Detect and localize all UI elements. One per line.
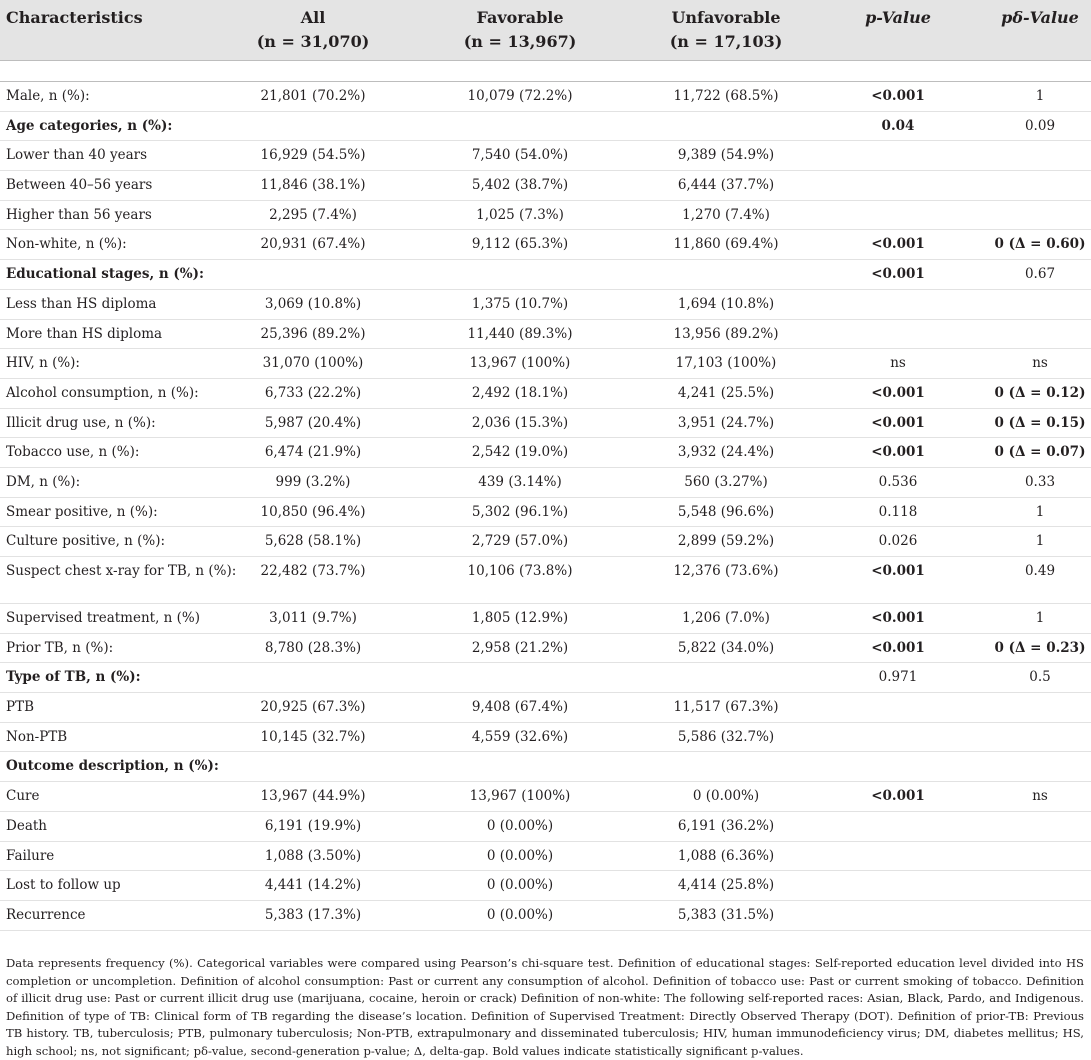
table-row [0,82,1091,112]
table-footnote: Data represents frequency (%). Categorical variables were compared using Pearson’s chi-square test. Definition of educational stages: Self-reported education level divided into HS completion or uncompletion. Definition of alcohol consumption: Past or current any consumption of alcohol. Definition of tobacco use: Past or current smoking of tobacco. Definition of illicit drug use: Past or current illicit drug use (marijuana, cocaine, heroin or crack) Definition of non-white: The following self-reported races: Asian, Black, Pardo, and Indigenous. Definition of type of TB: Clinical form of TB regarding the disease’s location. Definition of Supervised Treatment: Directly Observed Therapy (DOT). Definition of prior-TB: Previous TB history. TB, tuberculosis; PTB, pulmonary tuberculosis; Non-PTB, extrapulmonary and disseminated tuberculosis; HIV, human immunodeficiency virus; DM, diabetes mellitus; HS, high school; ns, not significant; pδ-value, second-generation p-value; Δ, delta-gap. Bold values indicate statistically significant p-values. [6,956,1084,1058]
row-label: Recurrence [6,906,86,923]
cell-pdelta-value: 0.09 [1024,117,1056,134]
table-section-row [0,752,1091,782]
cell-p-value: <0.001 [871,384,925,401]
cell-unfavorable: 17,103 (100%) [675,355,777,372]
cell-p-value: <0.001 [871,236,925,253]
table-row [0,230,1091,260]
cell-p-value: ns [890,355,906,372]
table-row [0,290,1091,320]
table-section-row [0,663,1091,693]
cell-favorable: 0 (0.00%) [486,847,554,864]
row-label: Age categories, n (%): [6,117,173,134]
header-pdelta-value [1001,6,1079,30]
row-label: Failure [6,847,55,864]
cell-pdelta-value: 0 (Δ = 0.23) [994,639,1086,656]
header-p-value-label: p-Value [865,8,931,27]
cell-p-value: <0.001 [871,414,925,431]
cell-all: 13,967 (44.9%) [260,788,366,805]
cell-all: 31,070 (100%) [262,355,364,372]
cell-pdelta-value: 1 [1035,610,1045,626]
cell-all: 6,474 (21.9%) [264,444,362,461]
cell-unfavorable: 13,956 (89.2%) [673,325,779,342]
cell-all: 4,441 (14.2%) [264,877,362,894]
cell-favorable: 5,402 (38.7%) [471,177,569,194]
header-characteristics [6,6,143,30]
row-label: DM, n (%): [6,473,81,490]
table-section-row [0,260,1091,290]
cell-p-value: 0.026 [878,533,918,550]
header-p-value [865,6,931,30]
cell-all: 1,088 (3.50%) [264,847,362,864]
table-row [0,320,1091,350]
table-row [0,842,1091,872]
cell-unfavorable: 12,376 (73.6%) [673,563,779,579]
cell-all: 22,482 (73.7%) [260,563,366,579]
cell-all: 6,733 (22.2%) [264,384,362,401]
cell-favorable: 13,967 (100%) [469,788,571,805]
cell-p-value: <0.001 [871,639,925,656]
table-row [0,604,1091,634]
cell-pdelta-value: 0 (Δ = 0.12) [994,384,1086,401]
cell-unfavorable: 560 (3.27%) [684,473,768,490]
table-row [0,557,1091,604]
cell-pdelta-value: 1 [1035,88,1045,104]
cell-favorable: 2,542 (19.0%) [471,444,569,461]
cell-p-value: 0.536 [878,473,918,490]
cell-favorable: 10,106 (73.8%) [467,563,573,579]
table-row [0,379,1091,409]
table-row [0,782,1091,812]
cell-all: 3,011 (9.7%) [269,610,357,626]
row-label: Higher than 56 years [6,206,152,223]
table-row [0,141,1091,171]
cell-all: 16,929 (54.5%) [260,147,366,164]
cell-unfavorable: 5,586 (32.7%) [677,728,775,745]
cell-unfavorable: 11,517 (67.3%) [673,699,779,716]
cell-unfavorable: 6,444 (37.7%) [677,177,775,194]
cell-unfavorable: 1,270 (7.4%) [682,206,770,223]
header-favorable-n: (n = 13,967) [463,32,577,51]
row-label: Between 40–56 years [6,177,153,194]
header-unfavorable [670,6,783,54]
table-row [0,349,1091,379]
cell-unfavorable: 9,389 (54.9%) [677,147,775,164]
cell-favorable: 2,958 (21.2%) [471,639,569,656]
header-favorable [464,6,577,54]
cell-unfavorable: 11,860 (69.4%) [673,236,779,253]
cell-favorable: 0 (0.00%) [486,817,554,834]
cell-favorable: 1,025 (7.3%) [476,206,564,223]
row-label: Lost to follow up [6,877,121,894]
cell-p-value: <0.001 [871,563,925,579]
header-favorable-label: Favorable [476,8,564,27]
row-label: Outcome description, n (%): [6,758,219,775]
cell-p-value: 0.971 [878,669,918,686]
cell-unfavorable: 11,722 (68.5%) [673,88,779,104]
row-label: Supervised treatment, n (%) [6,610,201,626]
row-label: More than HS diploma [6,325,163,342]
cell-favorable: 439 (3.14%) [478,473,562,490]
cell-favorable: 9,112 (65.3%) [471,236,569,253]
cell-favorable: 9,408 (67.4%) [471,699,569,716]
row-label: Smear positive, n (%): [6,503,158,520]
row-label: Less than HS diploma [6,295,157,312]
cell-unfavorable: 5,548 (96.6%) [677,503,775,520]
cell-all: 5,383 (17.3%) [264,906,362,923]
row-label: Culture positive, n (%): [6,533,166,550]
cell-unfavorable: 3,932 (24.4%) [677,444,775,461]
cell-pdelta-value: 0 (Δ = 0.15) [994,414,1086,431]
row-label: PTB [6,699,35,716]
table-row [0,901,1091,931]
table-row [0,812,1091,842]
cell-unfavorable: 5,383 (31.5%) [677,906,775,923]
header-all-n: (n = 31,070) [256,32,370,51]
table-row [0,438,1091,468]
cell-favorable: 7,540 (54.0%) [471,147,569,164]
row-label: Educational stages, n (%): [6,266,204,283]
cell-p-value: <0.001 [871,266,925,283]
table-row [0,171,1091,201]
cell-favorable: 2,492 (18.1%) [471,384,569,401]
header-spacer [0,61,1091,82]
row-label: Death [6,817,47,834]
table-row [0,201,1091,231]
header-all [257,6,370,54]
header-unfavorable-n: (n = 17,103) [669,32,783,51]
row-label: Non-white, n (%): [6,236,127,253]
cell-all: 20,925 (67.3%) [260,699,366,716]
cell-all: 5,987 (20.4%) [264,414,362,431]
header-characteristics-label: Characteristics [6,8,143,27]
cell-favorable: 1,805 (12.9%) [471,610,569,626]
row-label: Illicit drug use, n (%): [6,414,156,431]
cell-favorable: 2,036 (15.3%) [471,414,569,431]
cell-unfavorable: 4,414 (25.8%) [677,877,775,894]
row-label: Prior TB, n (%): [6,639,114,656]
header-unfavorable-label: Unfavorable [671,8,781,27]
cell-pdelta-value: 0.5 [1029,669,1051,686]
header-all-label: All [300,8,326,27]
cell-unfavorable: 3,951 (24.7%) [677,414,775,431]
table-row [0,871,1091,901]
cell-pdelta-value: ns [1032,355,1048,372]
table-row [0,693,1091,723]
cell-favorable: 11,440 (89.3%) [467,325,573,342]
cell-all: 5,628 (58.1%) [264,533,362,550]
row-label: Non-PTB [6,728,68,745]
header-pdelta-value-label: pδ-Value [1001,8,1079,27]
cell-all: 20,931 (67.4%) [260,236,366,253]
cell-unfavorable: 5,822 (34.0%) [677,639,775,656]
row-label: Type of TB, n (%): [6,669,141,686]
cell-pdelta-value: ns [1032,788,1048,805]
cell-favorable: 4,559 (32.6%) [471,728,569,745]
cell-all: 10,850 (96.4%) [260,503,366,520]
table-header [0,0,1091,61]
row-label: Lower than 40 years [6,147,148,164]
cell-unfavorable: 2,899 (59.2%) [677,533,775,550]
row-label: Alcohol consumption, n (%): [6,384,199,401]
cell-p-value: <0.001 [871,88,925,104]
cell-favorable: 5,302 (96.1%) [471,503,569,520]
cell-pdelta-value: 0.67 [1024,266,1056,283]
cell-unfavorable: 1,206 (7.0%) [682,610,770,626]
table-row [0,634,1091,664]
table-row [0,498,1091,528]
table-row [0,723,1091,753]
cell-favorable: 2,729 (57.0%) [471,533,569,550]
cell-unfavorable: 4,241 (25.5%) [677,384,775,401]
cell-all: 999 (3.2%) [275,473,351,490]
cell-p-value: 0.118 [878,503,918,520]
cell-favorable: 1,375 (10.7%) [471,295,569,312]
cell-all: 3,069 (10.8%) [264,295,362,312]
table-row [0,468,1091,498]
cell-all: 2,295 (7.4%) [269,206,357,223]
cell-pdelta-value: 0 (Δ = 0.07) [994,444,1086,461]
cell-all: 25,396 (89.2%) [260,325,366,342]
cell-favorable: 0 (0.00%) [486,906,554,923]
cell-all: 6,191 (19.9%) [264,817,362,834]
cell-unfavorable: 1,694 (10.8%) [677,295,775,312]
cell-favorable: 10,079 (72.2%) [467,88,573,104]
cell-p-value: <0.001 [871,610,925,626]
table-section-row [0,112,1091,142]
cell-all: 11,846 (38.1%) [260,177,366,194]
row-label: Tobacco use, n (%): [6,444,140,461]
table-row [0,527,1091,557]
cell-favorable: 0 (0.00%) [486,877,554,894]
cell-pdelta-value: 0 (Δ = 0.60) [994,236,1086,253]
cell-all: 8,780 (28.3%) [264,639,362,656]
cell-p-value: <0.001 [871,444,925,461]
cell-unfavorable: 1,088 (6.36%) [677,847,775,864]
row-label: Cure [6,788,40,805]
cell-pdelta-value: 1 [1035,503,1045,520]
cell-favorable: 13,967 (100%) [469,355,571,372]
cell-p-value: <0.001 [871,788,925,805]
table-row [0,409,1091,439]
cell-pdelta-value: 0.49 [1024,563,1056,579]
cell-unfavorable: 6,191 (36.2%) [677,817,775,834]
cell-p-value: 0.04 [881,117,915,134]
cell-pdelta-value: 0.33 [1024,473,1056,490]
table-body [0,82,1091,931]
row-label: Male, n (%): [6,88,90,104]
row-label: Suspect chest x-ray for TB, n (%): [6,563,237,579]
cell-unfavorable: 0 (0.00%) [692,788,760,805]
cell-all: 21,801 (70.2%) [260,88,366,104]
cell-pdelta-value: 1 [1035,533,1045,550]
cell-all: 10,145 (32.7%) [260,728,366,745]
row-label: HIV, n (%): [6,355,80,372]
